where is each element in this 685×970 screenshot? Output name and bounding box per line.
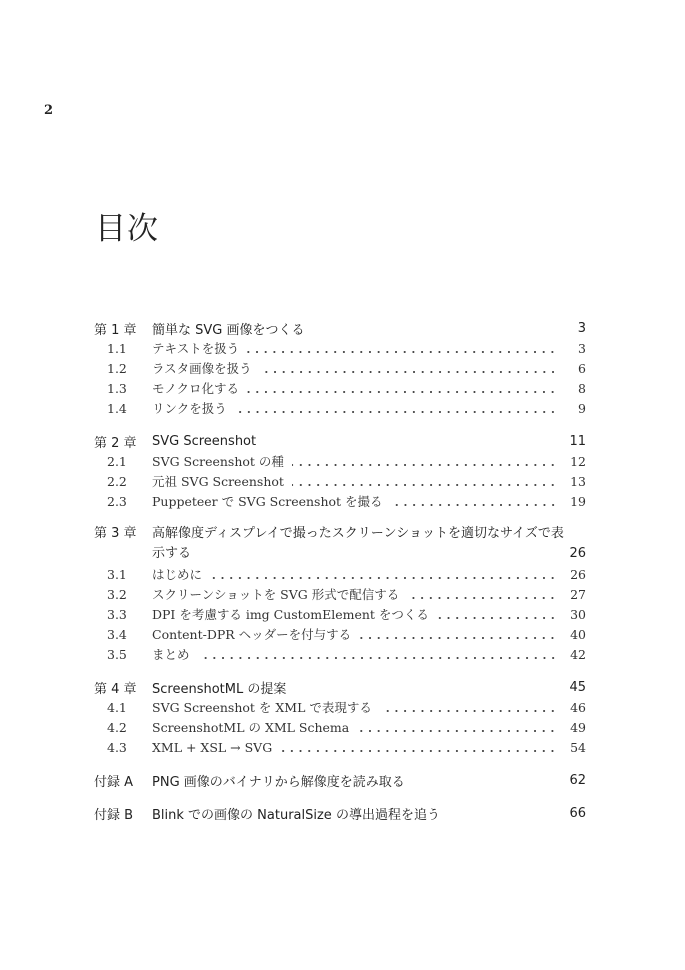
toc-entry-title: リンクを扱う	[152, 401, 227, 416]
toc-entry-number: 1.2	[107, 360, 127, 376]
dot-leader	[292, 471, 560, 491]
toc-entry-page: 26	[569, 546, 586, 561]
dot-leader	[235, 398, 560, 418]
dot-leader	[292, 451, 560, 471]
toc-entry-number: 2.2	[107, 473, 127, 489]
toc-entry-page: 13	[570, 473, 586, 489]
toc-section-entry[interactable]	[94, 451, 586, 471]
toc-section-entry[interactable]	[94, 491, 586, 511]
toc-entry-number: 3.3	[107, 606, 127, 622]
toc-section-entry[interactable]	[94, 624, 586, 644]
toc-section-entry[interactable]	[94, 564, 586, 584]
toc-entry-page: 6	[578, 360, 586, 376]
toc-entry-number: 第 1 章	[94, 322, 137, 338]
toc-entry-number: 3.1	[107, 566, 127, 582]
toc-entry-title-continued: 示する	[152, 546, 192, 561]
toc-entry-title: 元祖 SVG Screenshot	[152, 474, 284, 489]
toc-entry-number: 第 2 章	[94, 435, 137, 451]
dot-leader	[260, 358, 560, 378]
toc-entry-title: SVG Screenshot	[152, 433, 257, 449]
toc-entry-page: 45	[569, 679, 586, 695]
toc-entry-number: 1.3	[107, 380, 127, 396]
page-title: 目次	[95, 211, 159, 247]
toc-entry-title: SVG Screenshot を XML で表現する	[152, 700, 372, 715]
dot-leader	[437, 604, 560, 624]
toc-entry-number: 1.4	[107, 400, 127, 416]
toc-section-entry[interactable]	[94, 717, 586, 737]
toc-entry-number: 4.1	[107, 699, 127, 715]
toc-chapter-entry[interactable]	[94, 524, 586, 564]
toc-entry-title: SVG Screenshot の種	[152, 454, 284, 469]
toc-entry-page: 46	[570, 699, 586, 715]
toc-section-entry[interactable]	[94, 697, 586, 717]
toc-entry-page: 42	[570, 646, 586, 662]
toc-chapter-entry[interactable]	[94, 803, 586, 823]
toc-entry-title: 簡単な SVG 画像をつくる	[152, 322, 305, 338]
toc-section-entry[interactable]	[94, 398, 586, 418]
toc-entry-title: DPI を考慮する img CustomElement をつくる	[152, 607, 429, 622]
toc-entry-number: 付録 B	[94, 807, 134, 823]
toc-chapter-entry[interactable]	[94, 677, 586, 697]
toc-section-entry[interactable]	[94, 584, 586, 604]
toc-section-entry[interactable]	[94, 378, 586, 398]
dot-leader	[407, 584, 560, 604]
toc-chapter-entry[interactable]	[94, 318, 586, 338]
toc-entry-title: モノクロ化する	[152, 381, 240, 396]
dot-leader	[357, 717, 560, 737]
toc-entry-page: 9	[578, 400, 586, 416]
toc-entry-title: まとめ	[152, 647, 190, 662]
page-number: 2	[44, 103, 54, 118]
toc-entry-title: スクリーンショットを SVG 形式で配信する	[152, 587, 400, 602]
toc-section-entry[interactable]	[94, 737, 586, 757]
toc-entry-page: 54	[570, 739, 586, 755]
toc-entry-number: 3.2	[107, 586, 127, 602]
toc-entry-number: 4.2	[107, 719, 127, 735]
toc-entry-page: 66	[569, 805, 586, 821]
dot-leader	[359, 624, 560, 644]
toc-entry-title: ScreenshotML の提案	[152, 681, 287, 697]
toc-entry-title: 高解像度ディスプレイで撮ったスクリーンショットを適切なサイズで表	[152, 526, 564, 541]
toc-entry-page: 30	[570, 606, 586, 622]
toc-entry-page: 11	[569, 433, 586, 449]
toc-entry-number: 2.1	[107, 453, 127, 469]
toc-entry-number: 第 4 章	[94, 681, 137, 697]
toc-section-entry[interactable]	[94, 644, 586, 664]
toc-entry-title: PNG 画像のバイナリから解像度を読み取る	[152, 774, 405, 790]
toc-entry-page: 19	[570, 493, 586, 509]
dot-leader	[247, 338, 560, 358]
toc-chapter-entry[interactable]	[94, 770, 586, 790]
toc-entry-page: 27	[570, 586, 586, 602]
toc-entry-title: Blink での画像の NaturalSize の導出過程を追う	[152, 807, 440, 823]
toc-entry-page: 3	[577, 320, 586, 336]
toc-entry-page: 26	[570, 566, 586, 582]
toc-entry-page: 3	[578, 340, 586, 356]
toc-entry-number: 3.4	[107, 626, 127, 642]
toc-entry-page: 12	[570, 453, 586, 469]
toc-entry-title: はじめに	[152, 567, 203, 582]
toc-entry-title: ラスタ画像を扱う	[152, 361, 252, 376]
toc-entry-page: 62	[569, 772, 586, 788]
dot-leader	[391, 491, 560, 511]
dot-leader	[198, 644, 560, 664]
toc-entry-page: 8	[578, 380, 586, 396]
toc-entry-title: ScreenshotML の XML Schema	[152, 720, 350, 735]
toc-entry-number: 3.5	[107, 646, 127, 662]
toc-entry-title: XML + XSL → SVG	[152, 739, 273, 755]
toc-entry-number: 4.3	[107, 739, 127, 755]
toc-chapter-entry[interactable]	[94, 431, 586, 451]
table-of-contents	[94, 318, 586, 823]
toc-section-entry[interactable]	[94, 604, 586, 624]
toc-entry-page: 40	[570, 626, 586, 642]
dot-leader	[380, 697, 560, 717]
toc-entry-page: 49	[570, 719, 586, 735]
toc-section-entry[interactable]	[94, 471, 586, 491]
toc-entry-number: 2.3	[107, 493, 127, 509]
dot-leader	[247, 378, 560, 398]
dot-leader	[210, 564, 560, 584]
dot-leader	[280, 737, 560, 757]
toc-entry-title: Puppeteer で SVG Screenshot を撮る	[152, 494, 383, 509]
toc-entry-number: 第 3 章	[94, 526, 137, 541]
toc-entry-title: テキストを扱う	[152, 341, 240, 356]
toc-section-entry[interactable]	[94, 358, 586, 378]
toc-entry-number: 1.1	[107, 340, 127, 356]
toc-section-entry[interactable]	[94, 338, 586, 358]
toc-entry-number: 付録 A	[94, 774, 134, 790]
toc-entry-title: Content-DPR ヘッダーを付与する	[152, 627, 352, 642]
